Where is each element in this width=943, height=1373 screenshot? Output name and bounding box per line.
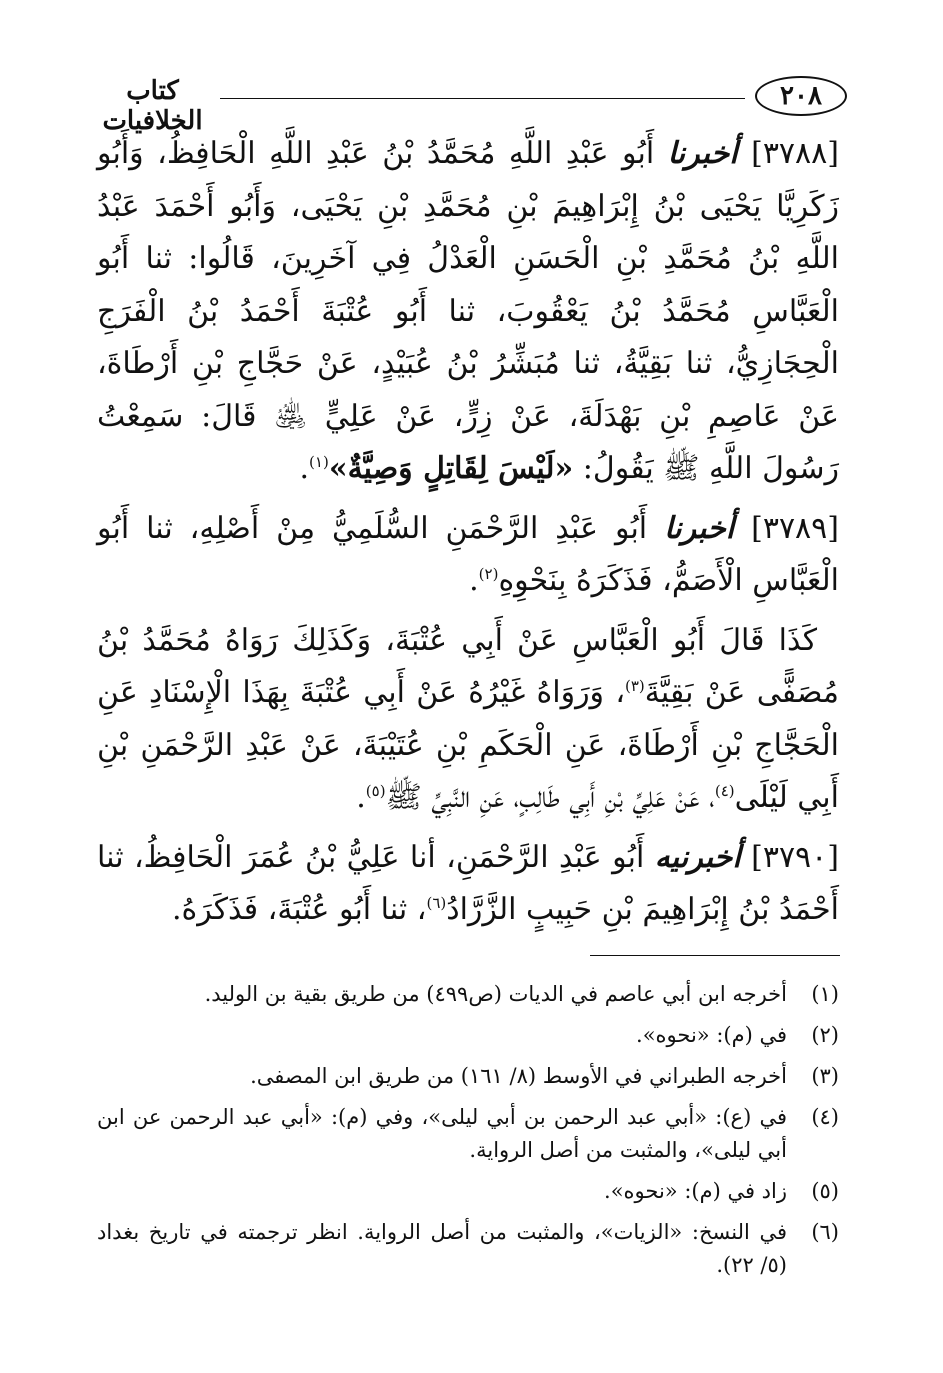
paragraph-commentary (97, 615, 839, 825)
footnote-number: (٤) (811, 1105, 839, 1129)
paragraph-3790 (97, 832, 839, 937)
paragraph-end: . (299, 451, 310, 486)
header-rule (220, 98, 745, 99)
hadith-ref: [٣٧٨٩] (751, 510, 839, 546)
paragraph-text: أَبُو عَبْدِ اللَّهِ مُحَمَّدُ بْنُ عَبْدِ اللَّهِ الْحَافِظُ، وَأَبُو زَكَرِيَّا يَحْيَى بْنُ إِبْرَاهِيمَ بْنِ مُحَمَّدِ بْنِ يَحْيَى، وَأَبُو أَحْمَدَ عَبْدُ اللَّهِ بْنُ مُحَمَّدِ بْنِ الْحَسَنِ الْعَدْلُ فِي آخَرِينَ، قَالُوا: ثنا أَبُو الْعَبَّاسِ مُحَمَّدُ بْنُ يَعْقُوبَ، ثنا أَبُو عُتْبَةَ أَحْمَدُ بْنُ الْفَرَجِ الْحِجَازِيُّ، ثنا بَقِيَّةُ، ثنا مُبَشِّرُ بْنُ عُبَيْدٍ، عَنْ حَجَّاجِ بْنِ أَرْطَاةَ، عَنْ عَاصِمِ بْنِ بَهْدَلَةَ، عَنْ زِرٍّ، عَنْ عَلِيٍّ ﵁ قَالَ: سَمِعْتُ رَسُولَ اللَّهِ ﷺ يَقُولُ: (97, 136, 839, 486)
footnote-marker[interactable]: (٢) (478, 565, 499, 583)
hadith-ref: [٣٧٩٠] (751, 839, 839, 875)
footnote-marker[interactable]: (١) (309, 453, 329, 471)
footnote-separator (590, 955, 840, 956)
quote: «لَيْسَ لِقَاتِلٍ وَصِيَّةٌ» (328, 451, 574, 486)
footnote-text: زاد في (م): «نحوه». (604, 1179, 787, 1203)
lead-word: أخبرنا (667, 136, 738, 171)
footnote-item (97, 1060, 839, 1093)
footnote-item (97, 1175, 839, 1208)
footnote-text: في النسخ: «الزيات»، والمثبت من أصل الرواية. انظر ترجمته في تاريخ بغداد (٥/ ٢٢). (97, 1220, 787, 1277)
paragraph-text-2: ، وَرَوَاهُ غَيْرُهُ عَنْ أَبِي عُتْبَةَ بِهَذَا الْإِسْنَادِ عَنِ الْحَجَّاجِ بْنِ أَرْطَاةَ، عَنِ الْحَكَمِ بْنِ عُتَيْبَةَ، عَنْ عَبْدِ الرَّحْمَنِ بْنِ أَبِي لَيْلَى (97, 675, 839, 815)
footnote-item (97, 1019, 839, 1052)
paragraph-end: . (469, 563, 479, 598)
lead-word: أخبرنا (664, 510, 735, 546)
footnote-text: أخرجه الطبراني في الأوسط (٨/ ١٦١) من طريق ابن المصفى. (250, 1064, 787, 1088)
footnote-text: في (ع): «أبي عبد الرحمن بن أبي ليلى»، وفي (م): «أبي عبد الرحمن عن ابن أبي ليلى»، والمثبت من أصل الرواية. (97, 1105, 787, 1162)
hadith-ref: [٣٧٨٨] (751, 136, 839, 171)
footnote-text: أخرجه ابن أبي عاصم في الديات (ص٤٩٩) من طريق بقية بن الوليد. (204, 982, 787, 1006)
paragraph-end: . (356, 780, 366, 815)
page-header (90, 72, 847, 136)
paragraph-end: ، ثنا أَبُو عُتْبَةَ، فَذَكَرَهُ. (171, 892, 427, 927)
main-text (97, 128, 839, 944)
footnote-number: (٥) (811, 1179, 839, 1203)
paragraph-text: أَبُو عَبْدِ الرَّحْمَنِ، أنا عَلِيُّ بْنُ عُمَرَ الْحَافِظُ، ثنا أَحْمَدُ بْنُ إِبْرَاهِيمَ بْنِ حَبِيبٍ الزَّرَّادُ (97, 839, 839, 927)
footnote-marker[interactable]: (٥) (365, 782, 386, 800)
footnote-number: (٢) (811, 1023, 839, 1047)
paragraph-text: أَبُو عَبْدِ الرَّحْمَنِ السُّلَمِيُّ مِنْ أَصْلِهِ، ثنا أَبُو الْعَبَّاسِ الْأَصَمُّ، فَذَكَرَهُ بِنَحْوِهِ (97, 510, 839, 598)
paragraph-text: كَذَا قَالَ أَبُو الْعَبَّاسِ عَنْ أَبِي عُتْبَةَ، وَكَذَلِكَ رَوَاهُ مُحَمَّدُ بْنُ مُصَفًّى عَنْ بَقِيَّةَ (97, 622, 839, 710)
footnote-item (97, 978, 839, 1011)
page-number: ٢٠٨ (755, 76, 847, 116)
paragraph-text-3: ، عَنْ عَلِيِّ بْنِ أَبِي طَالِبٍ، عَنِ النَّبِيِّ ﷺ (385, 780, 715, 815)
footnote-item (97, 1216, 839, 1282)
lead-word: أخبرنيه (654, 839, 741, 875)
paragraph-3788 (97, 128, 839, 496)
footnote-item (97, 1101, 839, 1167)
footnote-marker[interactable]: (٤) (714, 782, 735, 800)
footnote-marker[interactable]: (٦) (426, 894, 447, 912)
footnote-text: في (م): «نحوه». (636, 1023, 787, 1047)
footnote-marker[interactable]: (٣) (625, 677, 645, 695)
footnote-number: (٣) (811, 1064, 839, 1088)
footnote-number: (١) (811, 982, 839, 1006)
footnote-number: (٦) (811, 1220, 839, 1244)
paragraph-3789 (97, 503, 839, 608)
footnotes (97, 978, 839, 1290)
book-title: كتاب الخلافيات (102, 76, 203, 136)
